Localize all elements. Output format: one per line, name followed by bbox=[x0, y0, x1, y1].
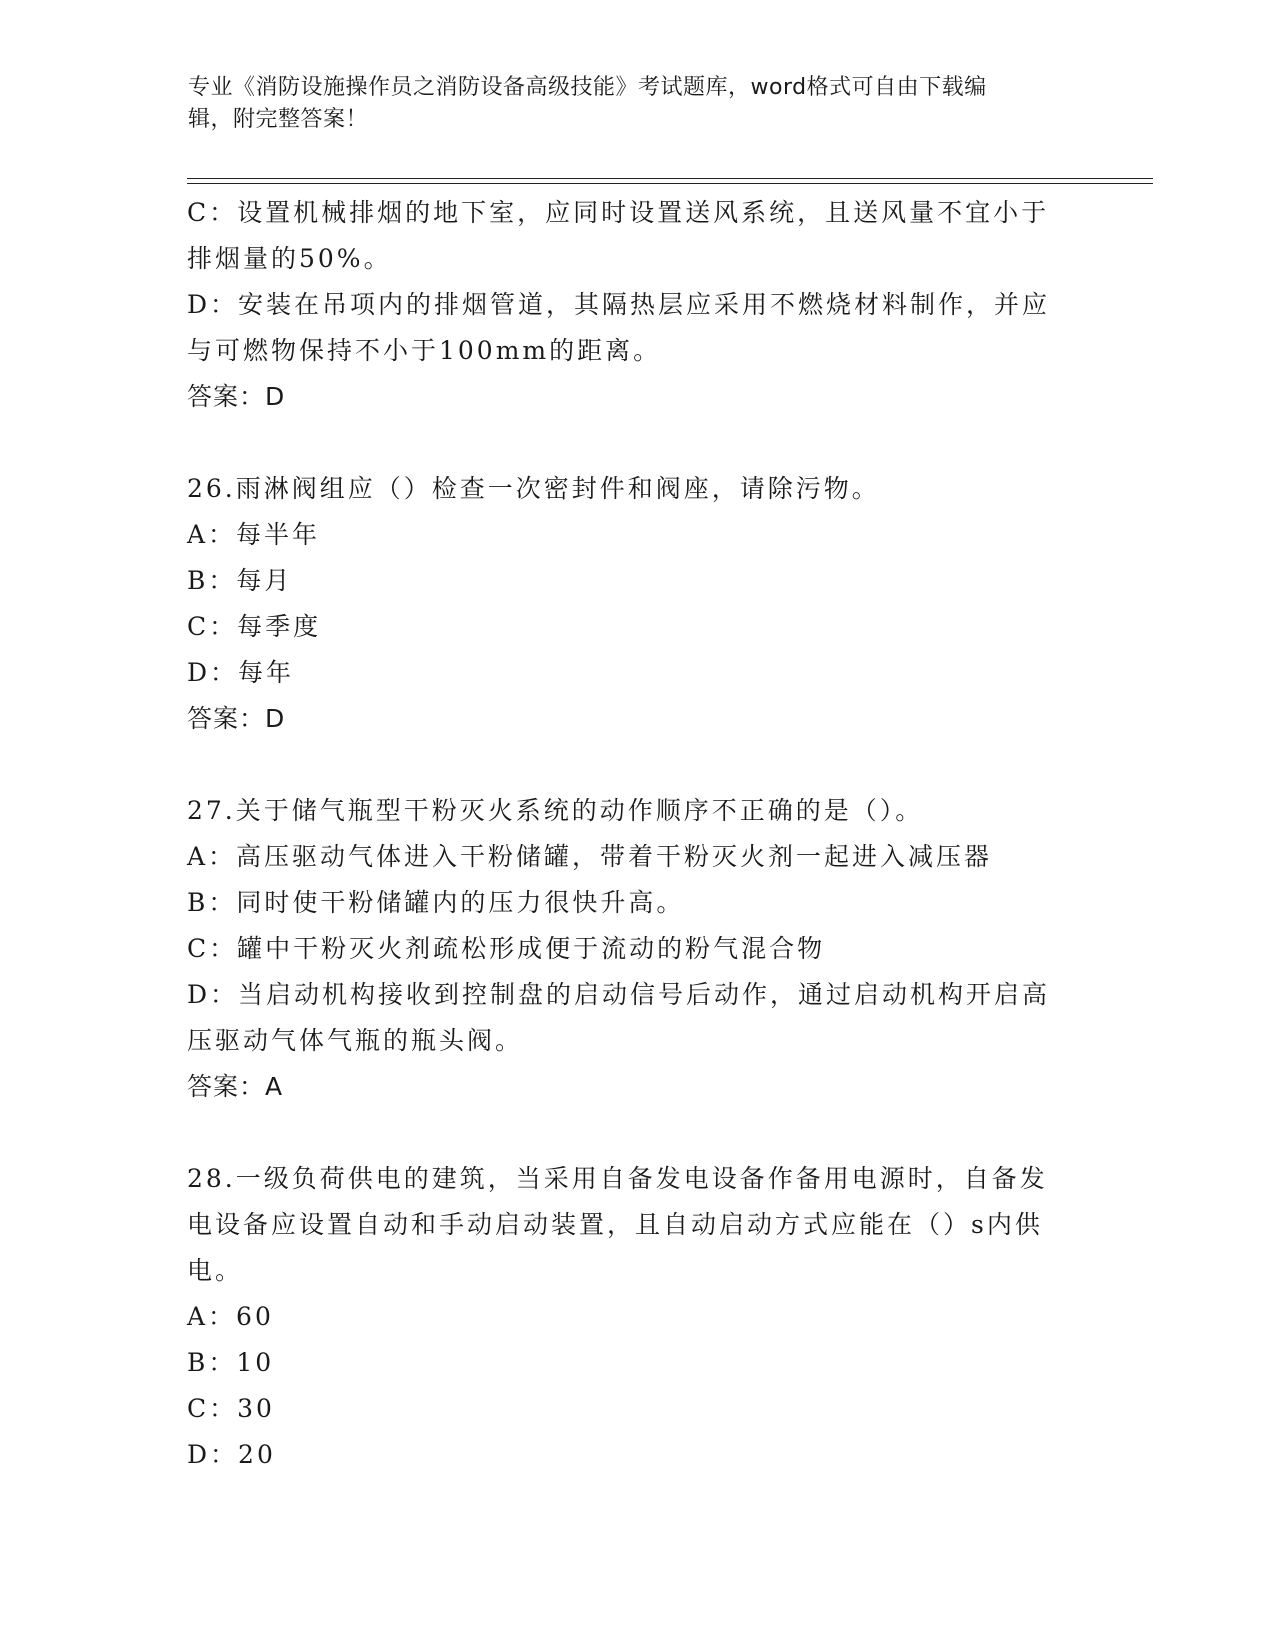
option-d: D：每年 bbox=[187, 658, 295, 687]
question-stem: 27.关于储气瓶型干粉灭火系统的动作顺序不正确的是（）。 bbox=[187, 796, 924, 825]
option-b: B：每月 bbox=[187, 566, 293, 595]
question-stem-line-2: 电设备应设置自动和手动启动装置，且自动启动方式应能在（）s内供 bbox=[187, 1210, 1043, 1239]
option-d-line-1: D：安装在吊项内的排烟管道，其隔热层应采用不燃烧材料制作，并应 bbox=[187, 290, 1051, 319]
option-c-line-2: 排烟量的50%。 bbox=[187, 244, 392, 273]
page-header bbox=[188, 72, 1068, 136]
option-c: C：每季度 bbox=[187, 612, 322, 641]
option-a: A：高压驱动气体进入干粉储罐，带着干粉灭火剂一起进入减压器 bbox=[187, 842, 993, 871]
option-b: B：10 bbox=[187, 1348, 275, 1377]
spacer bbox=[187, 742, 1087, 788]
option-c-line-1: C：设置机械排烟的地下室，应同时设置送风系统，且送风量不宜小于 bbox=[187, 198, 1050, 227]
option-d-line-2: 压驱动气体气瓶的瓶头阀。 bbox=[187, 1026, 524, 1055]
option-b: B：同时使干粉储罐内的压力很快升高。 bbox=[187, 888, 685, 917]
header-divider-top bbox=[187, 178, 1153, 179]
question-stem-line-1: 28.一级负荷供电的建筑，当采用自备发电设备作备用电源时，自备发 bbox=[187, 1164, 1048, 1193]
option-d-line-1: D：当启动机构接收到控制盘的启动信号后动作，通过启动机构开启高 bbox=[187, 980, 1051, 1009]
answer-line: 答案：D bbox=[187, 382, 286, 411]
answer-line: 答案：A bbox=[187, 1072, 284, 1101]
header-line-1: 专业《消防设施操作员之消防设备高级技能》考试题库，word格式可自由下载编 bbox=[188, 75, 987, 100]
spacer bbox=[187, 420, 1087, 466]
option-c: C：罐中干粉灭火剂疏松形成便于流动的粉气混合物 bbox=[187, 934, 826, 963]
question-27 bbox=[187, 788, 1087, 1110]
previous-question-tail bbox=[187, 190, 1087, 420]
answer-line: 答案：D bbox=[187, 704, 286, 733]
header-divider-bottom bbox=[187, 183, 1153, 184]
header-line-2: 辑，附完整答案！ bbox=[188, 107, 369, 132]
option-a: A：每半年 bbox=[187, 520, 321, 549]
question-stem: 26.雨淋阀组应（）检查一次密封件和阀座，请除污物。 bbox=[187, 474, 880, 503]
option-c: C：30 bbox=[187, 1394, 275, 1423]
spacer bbox=[187, 1110, 1087, 1156]
option-d-line-2: 与可燃物保持不小于100mm的距离。 bbox=[187, 336, 662, 365]
question-stem-line-3: 电。 bbox=[187, 1256, 244, 1285]
option-a: A：60 bbox=[187, 1302, 274, 1331]
question-28 bbox=[187, 1156, 1087, 1478]
question-26 bbox=[187, 466, 1087, 742]
option-d: D：20 bbox=[187, 1440, 276, 1469]
question-content bbox=[187, 190, 1087, 1478]
